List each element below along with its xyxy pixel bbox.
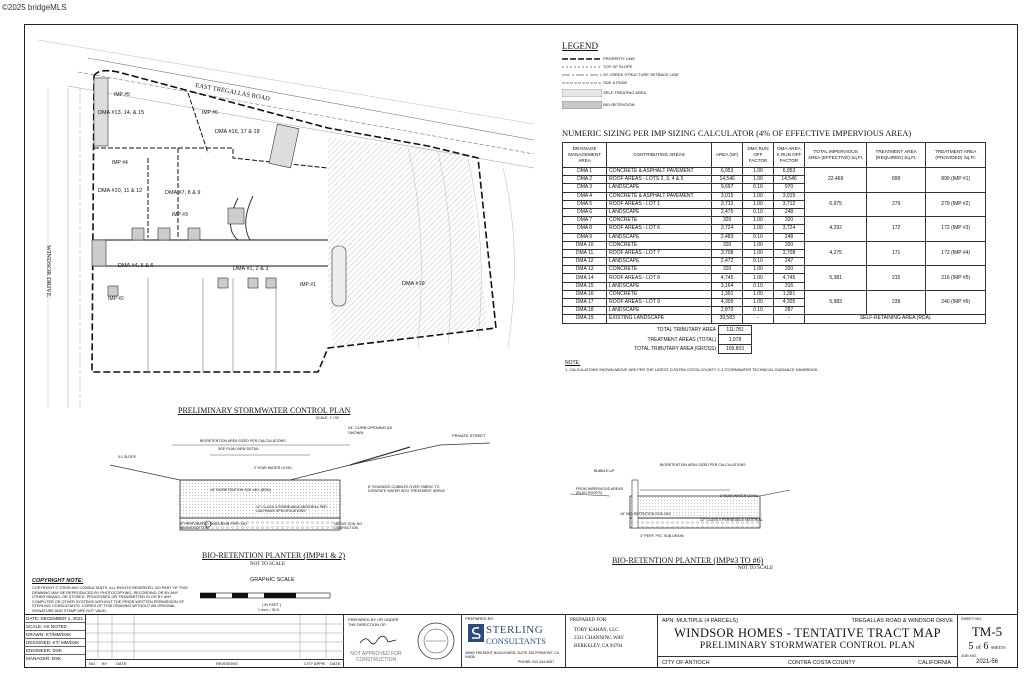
cobbles-label: 6" ROUNDED COBBLES OVER FABRIC TO DISSIPATE WATER INTO TREATMENT AREAS [368,485,445,493]
table-cell: ROOF AREAS - LOT 9 [607,299,712,307]
jurisdiction-row [658,656,957,669]
group-cell: 279 (IMP #2) [926,192,986,217]
subdrain-label-2: 4" PERF. PVC SUB DRAIN [640,534,684,538]
table-cell: 320 [773,241,805,249]
table-cell: 247 [773,258,805,266]
firm-sub: CONSULTANTS [486,636,546,646]
title-block [24,614,1018,668]
sheet-of-word: of [975,645,981,651]
col-header: DRAINAGE MANAGEMENT AREA [563,143,607,168]
col-header: TREATMENT AREA (REQUIRED) Sq.Ft. [866,143,926,168]
group-cell: 5,381 [805,266,866,291]
imp2-label: IMP #2 [108,296,124,302]
col-header: AREA (SF) [711,143,743,168]
table-cell: 1.00 [743,168,773,176]
col-header: TREATMENT AREA (PROVIDED) Sq.Ft. [926,143,986,168]
scale-field: SCALE: AS NOTED [24,623,85,631]
firm-address: 46560 FREMONT BOULEVARD, SUITE 205 FREMONT, CA 94538 [465,651,559,659]
table-cell: 287 [773,307,805,315]
table-cell: CONCRETE [607,241,712,249]
table-cell: 0.10 [743,184,773,192]
table-cell: ROOF AREAS - LOT 8 [607,274,712,282]
sheet-total: 6 [983,641,989,652]
permeable-label: 12" CLASS II PERMEABLE MATERIAL PER CALTRANS SPECIFICATIONS [256,505,327,513]
group-cell: 899 [866,168,926,193]
group-cell: 22,469 [805,168,866,193]
legend-item: SDE & PSDE [603,80,628,85]
table-cell: 4,305 [711,299,743,307]
table-cell: 2,483 [711,233,743,241]
revisions-header: NO. BY DATE REVISIONS CITY APPR. DATE [86,659,343,668]
sheet-number: TM-5 [971,624,1003,639]
table-cell: DMA 9 [563,233,607,241]
table-cell: 3,724 [773,225,805,233]
impervious-label: FROM IMPERVIOUS AREAS (BLDG ROOFS) [576,487,624,495]
table-cell: 3,015 [773,192,805,200]
sheet-number-block [958,615,1016,668]
water-level-label-2: 2 YEAR WATER LEVEL [720,494,759,498]
graphic-scale-title: GRAPHIC SCALE [250,577,295,583]
table-cell: - [773,315,805,323]
table-cell: 1.00 [743,290,773,298]
group-cell: 6,975 [805,192,866,217]
sheets-word: SHEETS [990,645,1006,650]
slope-label: 3:1 SLOPE [118,455,136,459]
rda-cell: SELF-RETAINING AREA (RDA) [805,315,986,323]
col-header: DMA AREA X RUN OFF FACTOR [773,143,805,168]
table-cell: DMA 16 [563,290,607,298]
table-row [563,168,986,176]
graphic-scale-ratio: 1 inch = 30 ft. [258,608,280,612]
group-cell: 239 [866,290,926,315]
table-row [563,241,986,249]
professional-seal [416,621,456,661]
table-cell: CONCRETE [607,290,712,298]
firm-logo-icon [468,624,484,642]
table-cell: CONCRETE & ASPHALT PAVEMENT [607,168,712,176]
imp1-label: IMP #1 [300,282,316,288]
firm-block [462,615,566,668]
left-detail-caption: BIO-RETENTION PLANTER (IMP#1 & 2) [202,551,346,560]
sheet-current: 5 [968,641,974,652]
table-cell: DMA 15 [563,282,607,290]
table-cell: DMA 18 [563,307,607,315]
note-title: NOTE: [565,360,581,366]
table-cell: LANDSCAPE [607,307,712,315]
sheet-no-label: SHEET NO. [961,616,983,621]
table-cell: 4,305 [773,299,805,307]
curb-opening-label: 24" CURB OPENING AS SHOWN [348,425,393,435]
table-cell: DMA 8 [563,225,607,233]
imp5-label: IMP #5 [114,92,130,98]
table-cell: DMA 1 [563,168,607,176]
table-cell: EXISTING LANDSCAPE [607,315,712,323]
revisions-block [86,615,344,668]
table-cell: 3,015 [711,192,743,200]
bio-area-label: BIORETENTION AREA SIZED PER CALCULATIONS [200,439,286,443]
table-cell: ROOF AREAS - LOTS 2, 3, 4 & 5 [607,176,712,184]
table-cell: CONCRETE [607,266,712,274]
native-soil-label: NATIVE SOIL NO COMPACTION [334,522,363,530]
sizing-table-title: NUMERIC SIZING PER IMP SIZING CALCULATOR (4% OF EFFECTIVE IMPERVIOUS AREA) [562,128,912,138]
project-block [658,615,958,668]
table-cell: 2,870 [711,307,743,315]
note-text: 1. CALCULATIONS SHOWN ABOVE ARE PER THE LATEST CONTRA COSTA COUNTY C.3 STORMWATER TECHNICAL GUIDANCE HANDBOOK. [565,368,819,372]
table-cell: LANDSCAPE [607,184,712,192]
table-cell: DMA 19 [563,315,607,323]
group-cell: 240 (IMP #6) [926,290,986,315]
prepared-by-label: PREPARED BY: [465,616,495,621]
sheet-title: PRELIMINARY STORMWATER CONTROL PLAN [699,641,916,651]
drive-label: WINDSOR DRIVE [45,245,52,297]
site-plan-drawing [28,28,534,410]
col-header: CONTRIBUTING AREAS [607,143,712,168]
table-cell: 3,724 [711,225,743,233]
col-header: DMA RUN OFF FACTOR [743,143,773,168]
right-not-to-scale: NOT TO SCALE [738,566,774,571]
state-field: CALIFORNIA [917,660,951,666]
table-cell: ROOF AREAS - LOT 1 [607,200,712,208]
plan-view-label: SEE PLAN VIEW DETAIL [218,447,260,451]
bubble-up-label: BUBBLE-UP [594,469,615,473]
legend-item: 20' CREEK STRUCTURE SETBACK LINE [603,72,679,77]
table-row [563,290,986,298]
copyright-title: COPYRIGHT NOTE: [32,578,84,584]
table-cell: 1.00 [743,274,773,282]
legend-item: PROPERTY LINE [603,56,635,61]
table-cell: CONCRETE [607,217,712,225]
imp6-label: IMP #6 [202,110,218,116]
table-cell: 316 [773,282,805,290]
table-cell: DMA 5 [563,200,607,208]
table-cell: ROOF AREAS - LOT 6 [607,225,712,233]
col-header: TOTAL IMPERVIOUS AREA (EFFECTIVE) Sq.Ft. [805,143,866,168]
legend-item: SELF-TREATING AREA [562,87,682,99]
table-row [563,192,986,200]
table-cell: 248 [773,233,805,241]
table-cell: - [743,315,773,323]
bsm-label-2: 18" BIO-RETENTION SOIL MIX [620,512,671,516]
signature-image [358,633,398,647]
table-cell: 1.00 [743,266,773,274]
client-address-2: BERKELEY, CA 94704 [574,644,623,649]
job-no-label: JOB NO. [961,653,978,658]
table-cell: 248 [773,208,805,216]
table-cell: 3,164 [711,282,743,290]
group-cell: 215 [866,266,926,291]
not-approved-stamp: NOT APPROVED FOR CONSTRUCTION [350,651,402,663]
group-cell: 171 [866,241,926,266]
table-cell: 3,712 [773,200,805,208]
table-cell: 4,745 [773,274,805,282]
totals-row: TREATMENT AREAS (TOTAL) 1,978 [588,335,752,344]
table-cell: 320 [711,241,743,249]
copyright-text: COPYRIGHT © STERLING CONSULTANTS. ALL RIGHTS RESERVED. NO PART OF THIS DRAWING MAY BE REPRODUCED BY PHOTOCOPYING, RECORDING OR BY ANY OTHER MEANS, OR STORED, PROCESSED OR TRANSMITTED IN OR BY ANY COMPUTER OR OTHER SYSTEMS WITHOUT THE PRIOR WRITTEN PERMISSION OF STERLING CONSULTANTS. COPIES OF THIS DRAWING WITHOUT AN ORIGINAL SIGNATURE AND STAMP ARE NOT VALID. [32,586,188,613]
table-cell: 1.00 [743,192,773,200]
subdrain-label: 4" PERFORATED SUB-DRAIN PIPE 0.50' ABOVE BOTTOM [180,522,248,530]
table-cell: LANDSCAPE [607,282,712,290]
table-cell: DMA 17 [563,299,607,307]
table-cell: 3,712 [711,200,743,208]
dma-16-18-label: DMA #16, 17 & 18 [215,129,260,135]
table-row [563,315,986,323]
table-cell: 1.00 [743,249,773,257]
table-cell: 0.10 [743,233,773,241]
table-cell: DMA 6 [563,208,607,216]
table-cell: DMA 2 [563,176,607,184]
firm-contact: PHONE: 510-344-6557 [518,660,555,664]
totals-row: TOTAL TRIBUTARY AREA 111,781 [588,326,752,335]
table-cell: 1,391 [773,290,805,298]
table-cell: DMA 14 [563,274,607,282]
legend-item: BIO-RETENTION [562,99,682,111]
table-cell: LANDSCAPE [607,208,712,216]
table-cell: 320 [773,217,805,225]
apn-field: APN: MULTIPLE (4 PARCELS) [662,618,738,624]
bsm-label: 18" BIORETENTION SOIL MIX (BSM) [210,488,271,492]
group-cell: 5,983 [805,290,866,315]
drawn-field: DRAWN: KT/MM/DSK [24,631,85,639]
dma-4-6-label: DMA #4, 5 & 6 [118,263,154,269]
group-cell: 172 (IMP #3) [926,217,986,242]
table-cell: 1.00 [743,299,773,307]
table-cell: 6,953 [711,168,743,176]
designed-field: DESIGNED: KT/ MM/DSK [24,639,85,647]
private-street-label: PRIVATE STREET [452,433,486,438]
engineer-stamp-block [344,615,462,668]
table-cell: DMA 4 [563,192,607,200]
road-label: EAST TREGALLAS ROAD [194,82,271,103]
table-cell: 39,583 [711,315,743,323]
table-cell: 970 [773,184,805,192]
imp4-label: IMP #4 [112,160,128,166]
mls-watermark: ©2025 bridgeMLS [2,3,67,12]
prepared-under: PREPARED BY OR UNDER THE DIRECTION OF: [348,617,399,627]
table-cell: 0.10 [743,258,773,266]
project-title: WINDSOR HOMES - TENTATIVE TRACT MAP [674,626,941,640]
graphic-scale-bar [200,591,340,601]
table-cell: 1.00 [743,217,773,225]
legend-title: LEGEND [562,41,598,51]
water-level-label: 2 YEAR WATER LEVEL [254,466,293,470]
imp3-label: IMP #3 [172,212,188,218]
table-cell: 1.00 [743,225,773,233]
table-cell: 320 [773,266,805,274]
dma-7-9-label: DMA #7, 8 & 9 [165,190,201,196]
dma-19-label: DMA #19 [402,281,425,287]
table-cell: 9,697 [711,184,743,192]
engineer-field: ENGINEER: DSK [24,647,85,655]
table-cell: 1.00 [743,176,773,184]
site-plan-caption: PRELIMINARY STORMWATER CONTROL PLAN [178,406,351,415]
table-cell: 2,472 [711,258,743,266]
group-cell: 279 [866,192,926,217]
table-cell: 1.00 [743,241,773,249]
sheet-of-row [958,641,1016,652]
table-cell: 320 [711,217,743,225]
firm-name: STERLING [486,624,544,636]
legend-item: TOP OF SLOPE [603,64,633,69]
table-row [563,217,986,225]
table-cell: 320 [711,266,743,274]
table-cell: CONCRETE & ASPHALT PAVEMENT [607,192,712,200]
table-cell: LANDSCAPE [607,258,712,266]
group-cell: 4,292 [805,217,866,242]
table-cell: DMA 13 [563,266,607,274]
bio-planter-detail-2 [570,460,800,550]
table-cell: 14,546 [773,176,805,184]
table-cell: DMA 10 [563,241,607,249]
table-cell: DMA 12 [563,258,607,266]
table-cell: DMA 11 [563,249,607,257]
table-row [563,266,986,274]
city-field: CITY OF ANTIOCH [662,660,710,666]
table-cell: 14,546 [711,176,743,184]
right-detail-caption: BIO-RETENTION PLANTER (IMP#3 TO #6) [612,556,764,565]
dma-10-12-label: DMA #10, 11 & 12 [98,188,143,194]
table-cell: 1,391 [711,290,743,298]
dma-13-15-label: DMA #13, 14, & 15 [98,110,145,116]
group-cell: 172 (IMP #4) [926,241,986,266]
job-number: 2021-56 [975,659,999,665]
legend [562,55,682,111]
permeable-label-2: 12" CLASS II PERMEABLE MATERIAL [700,518,763,522]
county-field: CONTRA COSTA COUNTY [788,660,856,666]
table-cell: 2,475 [711,208,743,216]
group-cell: 899 (IMP #1) [926,168,986,193]
table-cell: ROOF AREAS - LOT 7 [607,249,712,257]
table-cell: 0.10 [743,282,773,290]
client-name: TOBY KAHAN, LLC [574,628,619,633]
group-cell: 172 [866,217,926,242]
table-cell: 0.10 [743,307,773,315]
group-cell: 216 (IMP #5) [926,266,986,291]
table-cell: 3,708 [711,249,743,257]
table-cell: 4,745 [711,274,743,282]
client-block [566,615,658,668]
sizing-table [562,142,986,324]
table-cell: 0.10 [743,208,773,216]
date-field: DATE: DECEMBER 1, 2021 [26,616,84,621]
title-block-info [24,615,86,668]
totals-row: TOTAL TRIBUTARY AREA (GROSS) 109,803 [588,344,752,353]
table-cell: 6,953 [773,168,805,176]
table-cell: LANDSCAPE [607,233,712,241]
prepared-for-label: PREPARED FOR: [570,618,608,623]
table-cell: 3,708 [773,249,805,257]
table-cell: 1.00 [743,200,773,208]
location-field: TREGALLAS ROAD & WINDSOR DRIVE [851,618,953,624]
group-cell: 4,275 [805,241,866,266]
bio-area-label-2: BIORETENTION AREA SIZED PER CALCULATIONS [660,463,746,467]
dma-1-3-label: DMA #1, 2 & 3 [233,266,269,272]
left-not-to-scale: NOT TO SCALE [250,562,286,567]
table-cell: DMA 3 [563,184,607,192]
totals-table [588,325,752,354]
client-address-1: 2321 CHANNING WAY [574,636,625,641]
table-cell: DMA 7 [563,217,607,225]
graphic-scale-unit: ( IN FEET ) [262,603,282,607]
revision-grid [86,615,344,660]
site-plan-scale: SCALE: 1"=30' [316,416,340,420]
manager-field: MANAGER: DSK [26,656,62,661]
